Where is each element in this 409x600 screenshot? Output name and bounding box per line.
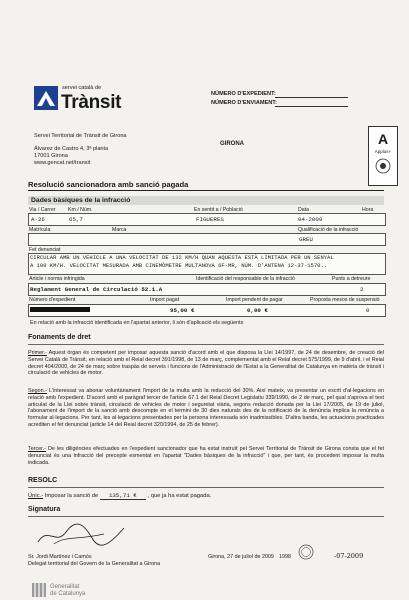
fet-line1: CIRCULAR AMB UN VEHICLE A UNA VELOCITAT DE 132 KM/H QUAN AQUESTA ESTÀ LIMITADA PER UN SENYAL	[30, 254, 334, 261]
tercer-text: De les diligències efectuades en l'expedient sancionador que ha estat instruït pel Servei Territorial de Trànsit de Girona consta que el fet denunciat és una infracció del precepte esmentat en l'apartat "Dades bàsiques de la infracció" i que, per tant, és procedent imposar la multa indicada.	[28, 446, 384, 466]
matricula-row	[28, 233, 386, 246]
redacted-expedient	[30, 307, 90, 312]
num-expedient-field	[275, 89, 348, 98]
data-label: Data	[298, 207, 309, 213]
signer-name: Sr. Jordi Martínez i Camós	[28, 554, 92, 560]
import-pendent-value: 0,00 €	[247, 307, 268, 314]
resolc-line	[28, 492, 211, 500]
identificacio-label: Identificació del responsable de la infracció	[196, 276, 295, 282]
address-line2: 17001 Girona	[34, 153, 68, 159]
data-value: 04-2009	[298, 216, 323, 223]
official-stamp-icon	[298, 544, 314, 560]
sentit-value: FIGUERES	[196, 216, 224, 223]
import-pendent-label: Import pendent de pagar	[226, 297, 283, 303]
num-enviament-label: NÚMERO D'ENVIAMENT:	[211, 100, 277, 106]
tercer-lead: Tercer.-	[28, 446, 46, 452]
proposta-value: 0	[366, 307, 370, 314]
qualificacio-value: GREU	[299, 236, 313, 243]
resolc-text-after: , que ja ha estat pagada.	[147, 493, 212, 499]
marca-label: Marca	[112, 227, 127, 233]
fonament-tercer	[28, 446, 384, 466]
resolc-divider	[28, 487, 384, 488]
fet-line2: A 100 KM/H. VELOCITAT MESURADA AMB CINEMÒMETRE MULTANOVA 6F-MR, NÚM. D'ANTENA 12-37-1570..	[30, 262, 328, 269]
km-value: 65,7	[69, 216, 83, 223]
import-pagat-value: 95,00 €	[170, 307, 195, 314]
certification-badge	[368, 126, 398, 186]
num-enviament-field	[275, 98, 348, 107]
title-divider	[28, 190, 384, 191]
numexp-label: Número d'expedient	[29, 297, 76, 303]
fonaments-divider	[28, 344, 384, 345]
applus-mark-icon: A	[377, 131, 389, 147]
stamp-year: 1998	[279, 554, 291, 560]
document-title: Resolució sancionadora amb sanció pagada	[28, 180, 189, 189]
proposta-label: Proposta mesos de suspensió	[310, 297, 380, 303]
via-value: A-26	[31, 216, 45, 223]
resolc-amount: 135,71 €	[100, 492, 146, 500]
transit-logo-icon	[34, 86, 58, 110]
km-label: Km / Núm.	[68, 207, 93, 213]
import-pagat-label: Import pagat	[150, 297, 180, 303]
handwritten-signature	[34, 522, 130, 548]
article-label: Article i norma infringida	[29, 276, 85, 282]
matricula-label: Matrícula	[29, 227, 51, 233]
website: www.gencat.net/transit	[34, 160, 91, 166]
fonament-segon	[28, 388, 384, 429]
certification-brand: Applus+	[374, 148, 392, 154]
office-name: Servei Territorial de Trànsit de Girona	[34, 133, 127, 139]
gencat-line1: Generalitat	[50, 584, 80, 590]
resolc-text-before: Imposar la sanció de	[43, 493, 99, 499]
primer-text: Aquest òrgan és competent per imposar aquesta sanció d'acord amb el que disposa la Llei 14/1997, de 24 de desembre, de creació del Servei Català de Trànsit, en relació amb el Reial decret 391/1998, de 13 de març, complementat amb el Reial decret 575/1999, de 9 d'abril, i el Reial decret 404/2000, de 24 de març sobre traspàs de serveis i funcions de l'Administració de l'Estat a la Generalitat de Catalunya en matèria de trànsit i circulació de vehicles de motor.	[28, 350, 384, 377]
hora-label: Hora	[362, 207, 374, 213]
hand-date: -07-2009	[334, 552, 364, 560]
fonaments-heading: Fonaments de dret	[28, 334, 91, 341]
article-value: Reglament General de Circulació 52.1.A	[30, 286, 163, 293]
sentit-label: En sentit a / Població	[194, 207, 243, 213]
dades-section-header: Dades bàsiques de la infracció	[28, 196, 384, 205]
signatura-divider	[28, 516, 384, 517]
signatura-heading: Signatura	[28, 506, 61, 513]
gencat-logo-icon	[32, 583, 46, 597]
punts-label: Punts a detreure	[332, 276, 371, 282]
via-label: Via / Carrer	[29, 207, 56, 213]
signer-role: Delegat territorial del Govern de la Generalitat a Girona	[28, 561, 161, 567]
city-label: GIRONA	[220, 141, 244, 147]
qualificacio-label: Qualificació de la infracció	[298, 227, 359, 233]
logo-title: Trànsit	[61, 92, 122, 113]
gencat-line2: de Catalunya	[50, 591, 86, 597]
num-expedient-label: NÚMERO D'EXPEDIENT:	[211, 91, 276, 97]
resolc-heading: RESOLC	[28, 477, 58, 484]
dades-footnote: En relació amb la infracció identificada en l'apartat anterior, li són d'aplicació els següents	[30, 320, 244, 326]
quality-seal-icon	[375, 158, 391, 174]
place-date: Girona, 27 de juliol de 2009	[208, 554, 274, 560]
fet-label: Fet denunciat	[29, 247, 61, 253]
address-line1: Álvarez de Castro 4, 3ª planta	[34, 146, 109, 152]
punts-value: 2	[360, 286, 364, 293]
resolc-lead: Únic.-	[28, 493, 44, 499]
fonament-primer	[28, 350, 384, 377]
segon-lead: Segon.-	[28, 388, 47, 394]
logo-small-text: servei català de	[62, 85, 102, 91]
segon-text: L'interessat va abonar voluntàriament l'import de la multa amb la reducció del 30%. Així mateix, va presentar un escrit d'al·legacions en relació amb l'expedient. D'acord amb el paràgraf tercer de l'article 67.1 del Reial Decret Legislatiu 339/1990, de 2 de març, pel qual s'aprova el text articulat de la Llei sobre trànsit, circulació de vehicles de motor i seguretat viària, segons redacció donada per la Llei 17/2005, de 19 de juliol, l'abonament de l'import de la sanció amb descompte en el termini de 30 dies naturals des de la notificació de la denúncia implica la renúncia a formular al·legacions. Per tant, les al·legacions presentades per la persona interessada són inadmissibles. D'altra banda, les actuacions practicades acrediten el fet denunciat (article 14 del Reial decret 320/1994, de 25 de febrer).	[28, 388, 384, 428]
primer-lead: Primer.-	[28, 350, 47, 356]
